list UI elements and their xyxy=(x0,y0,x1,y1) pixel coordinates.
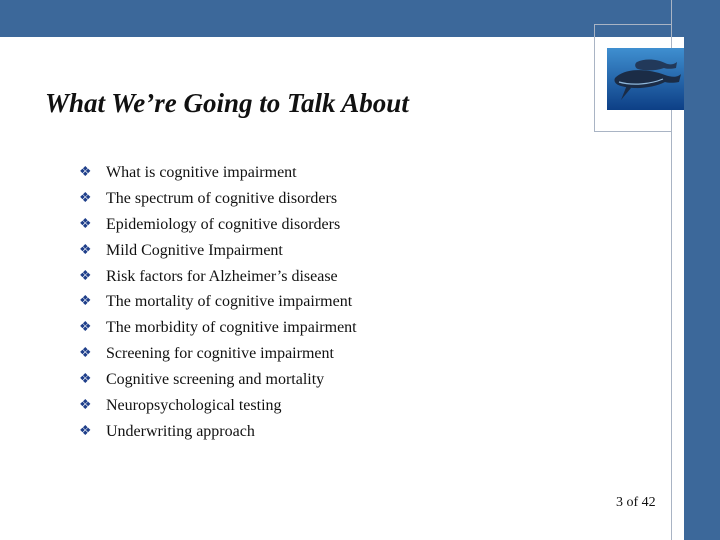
accent-frame-top-line xyxy=(594,24,672,25)
accent-frame-left-line xyxy=(594,24,595,132)
bullet-list xyxy=(79,160,357,445)
list-item xyxy=(79,367,357,393)
list-item-label: The morbidity of cognitive impairment xyxy=(106,319,357,337)
slide-title: What We’re Going to Talk About xyxy=(45,88,409,118)
page-number: 3 of 42 xyxy=(616,495,656,510)
list-item xyxy=(79,341,357,367)
diamond-clover-bullet-icon: ❖ xyxy=(79,397,92,413)
list-item xyxy=(79,212,357,238)
diamond-clover-bullet-icon: ❖ xyxy=(79,190,92,206)
list-item-label: Epidemiology of cognitive disorders xyxy=(106,215,341,233)
list-item xyxy=(79,289,357,315)
list-item-label: What is cognitive impairment xyxy=(106,163,297,181)
list-item xyxy=(79,419,357,445)
right-decorative-band xyxy=(684,0,720,540)
list-item-label: Risk factors for Alzheimer’s disease xyxy=(106,267,338,285)
list-item xyxy=(79,186,357,212)
list-item-label: Cognitive screening and mortality xyxy=(106,371,325,389)
diamond-clover-bullet-icon: ❖ xyxy=(79,294,92,310)
diamond-clover-bullet-icon: ❖ xyxy=(79,372,92,388)
whale-icon xyxy=(607,48,684,110)
list-item xyxy=(79,238,357,264)
diamond-clover-bullet-icon: ❖ xyxy=(79,346,92,362)
diamond-clover-bullet-icon: ❖ xyxy=(79,164,92,180)
diamond-clover-bullet-icon: ❖ xyxy=(79,268,92,284)
diamond-clover-bullet-icon: ❖ xyxy=(79,320,92,336)
accent-frame-bottom-line xyxy=(594,131,672,132)
diamond-clover-bullet-icon: ❖ xyxy=(79,242,92,258)
list-item xyxy=(79,264,357,290)
list-item xyxy=(79,160,357,186)
diamond-clover-bullet-icon: ❖ xyxy=(79,216,92,232)
list-item-label: The spectrum of cognitive disorders xyxy=(106,189,338,207)
list-item-label: Screening for cognitive impairment xyxy=(106,345,334,363)
list-item xyxy=(79,393,357,419)
list-item-label: Neuropsychological testing xyxy=(106,396,282,414)
list-item-label: Underwriting approach xyxy=(106,422,255,440)
list-item xyxy=(79,315,357,341)
diamond-clover-bullet-icon: ❖ xyxy=(79,423,92,439)
whale-image xyxy=(607,48,684,110)
top-decorative-band xyxy=(0,0,720,37)
list-item-label: Mild Cognitive Impairment xyxy=(106,241,283,259)
list-item-label: The mortality of cognitive impairment xyxy=(106,293,353,311)
